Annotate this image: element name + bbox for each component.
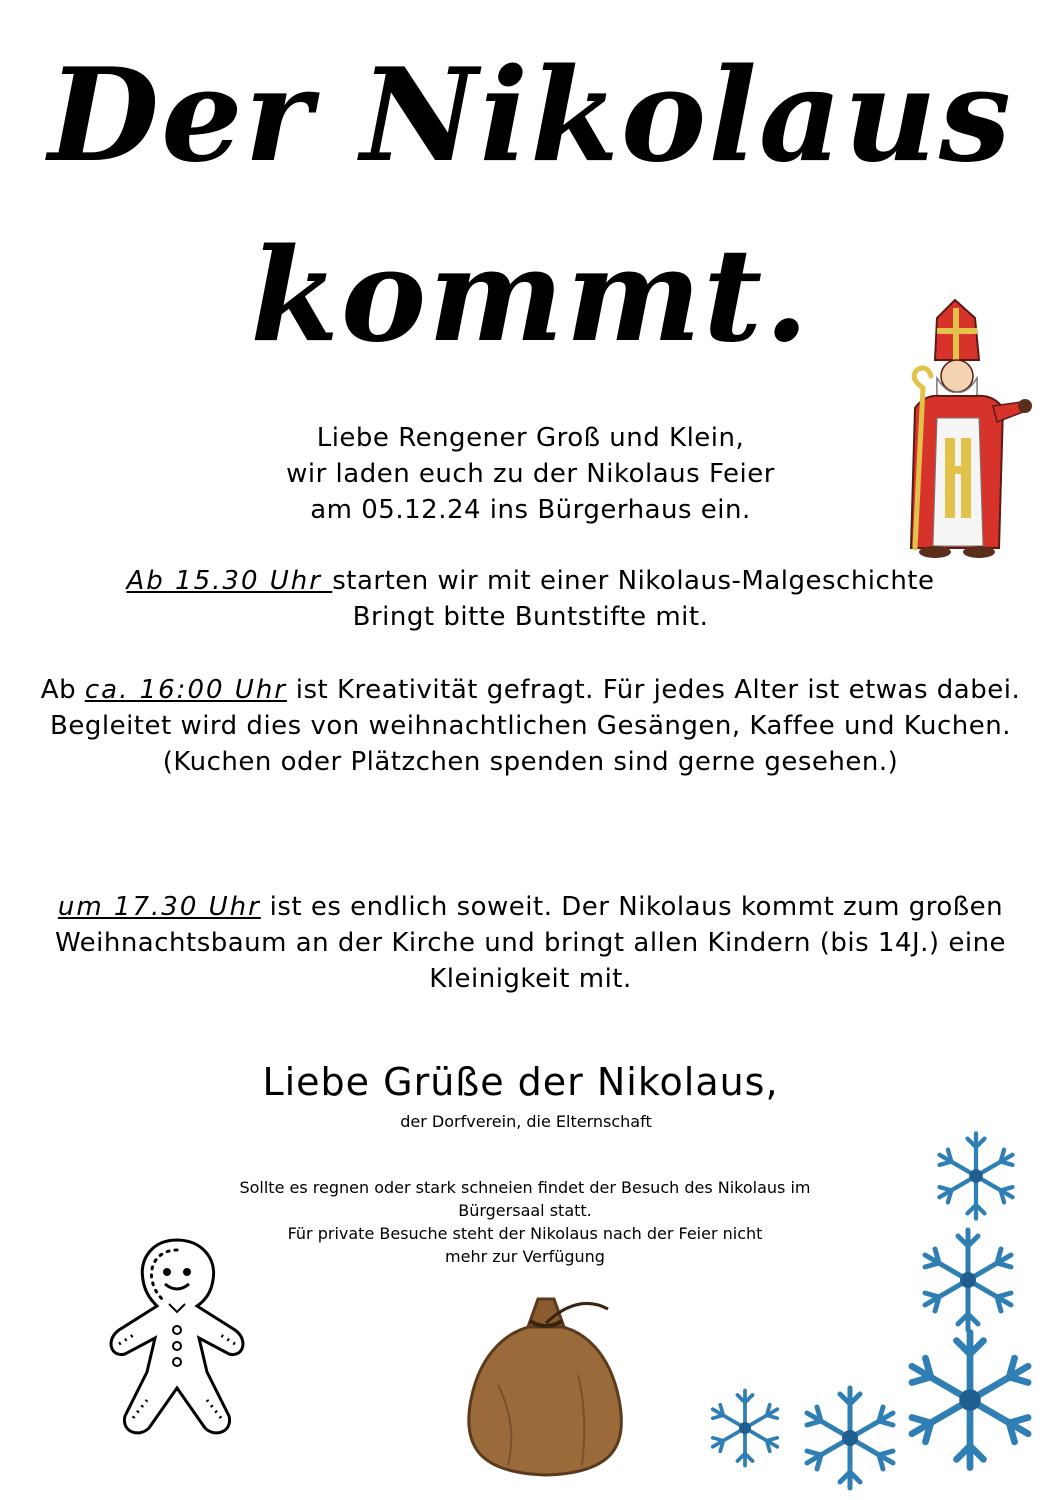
greeting: Liebe Grüße der Nikolaus, (262, 1060, 779, 1104)
intro-line: wir laden euch zu der Nikolaus Feier (286, 459, 775, 489)
time-label: um 17.30 Uhr (57, 892, 261, 922)
intro-line: am 05.12.24 ins Bürgerhaus ein. (310, 495, 751, 525)
schedule-line (40, 889, 1021, 997)
time-label: ca. 16:00 Uhr (84, 675, 287, 705)
schedule-paragraph-2 (40, 672, 1021, 780)
time-label: Ab 15.30 Uhr (126, 566, 333, 596)
snowflake (713, 1391, 778, 1466)
intro-line: Liebe Rengener Groß und Klein, (316, 423, 745, 453)
snowflake (925, 1230, 1011, 1330)
schedule-line: Bringt bitte Buntstifte mit. (352, 602, 709, 632)
gingerbread-icon (95, 1232, 260, 1444)
signers: der Dorfverein, die Elternschaft (400, 1112, 652, 1131)
notes-line: mehr zur Verfügung (445, 1247, 605, 1266)
snowflakes-icon (700, 1120, 1056, 1495)
notes-line: Bürgersaal statt. (458, 1201, 592, 1220)
schedule-paragraph-1 (40, 563, 1021, 635)
schedule-text: ist es endlich soweit. Der Nikolaus kommt zum großen Weihnachtsbaum an der Kirche und bringt allen Kindern (bis 14J.) eine Kleinigkeit mit. (54, 892, 1007, 994)
schedule-text: ist Kreativität gefragt. Für jedes Alter ist etwas dabei. (287, 675, 1021, 705)
gift-sack-icon (458, 1285, 633, 1480)
schedule-paragraph-3 (40, 889, 1021, 997)
schedule-text: starten wir mit einer Nikolaus-Malgeschichte (332, 566, 935, 596)
snowflake (807, 1388, 893, 1488)
intro-paragraph (40, 420, 1021, 528)
nikolaus-icon (875, 298, 1035, 563)
title-line-2: kommt. (250, 221, 811, 371)
title-line-1: Der Nikolaus (48, 41, 1013, 191)
snowflake (912, 1333, 1028, 1468)
snowflake (939, 1134, 1012, 1219)
notes-line: Sollte es regnen oder stark schneien findet der Besuch des Nikolaus im (239, 1178, 811, 1197)
schedule-line (40, 672, 1021, 708)
notes-line: Für private Besuche steht der Nikolaus nach der Feier nicht (287, 1224, 763, 1243)
schedule-prefix: Ab (40, 675, 85, 705)
schedule-line: Begleitet wird dies von weihnachtlichen Gesängen, Kaffee und Kuchen. (Kuchen oder Plätzchen spenden sind gerne gesehen.) (50, 711, 1011, 777)
schedule-line (40, 563, 1021, 599)
